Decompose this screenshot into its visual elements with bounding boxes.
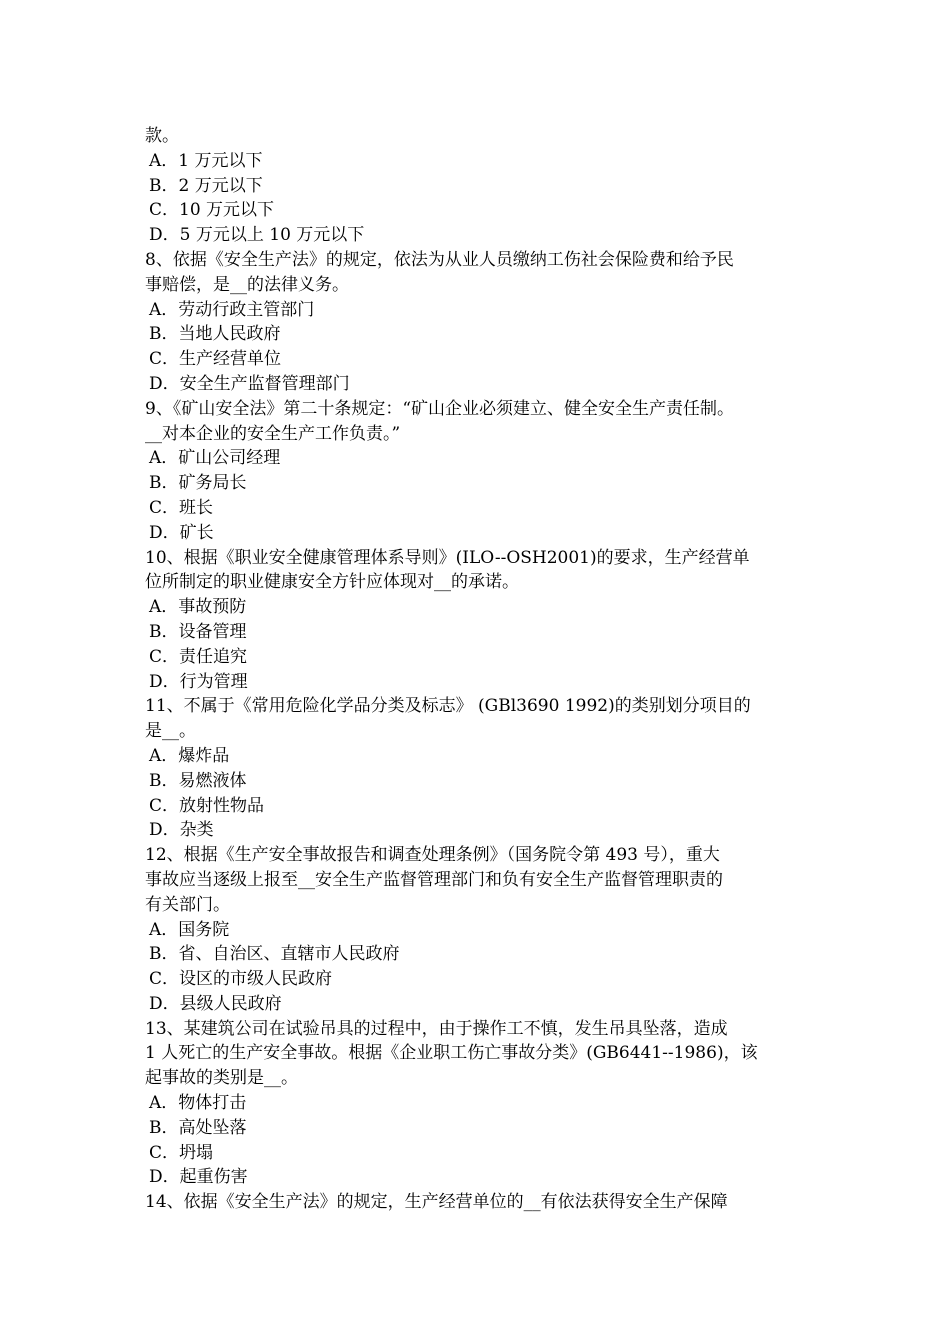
question-text-line: 13、某建筑公司在试验吊具的过程中，由于操作工不慎，发生吊具坠落，造成 bbox=[145, 1018, 728, 1039]
answer-option: C．坍塌 bbox=[149, 1142, 214, 1163]
question-text-line: 位所制定的职业健康安全方针应体现对__的承诺。 bbox=[145, 572, 519, 593]
question-text-line: 9、《矿山安全法》第二十条规定：“矿山企业必须建立、健全安全生产责任制。 bbox=[145, 398, 735, 419]
answer-option: D．5 万元以上 10 万元以下 bbox=[149, 225, 365, 246]
answer-option: D．行为管理 bbox=[149, 671, 248, 692]
answer-option: B．易燃液体 bbox=[149, 770, 247, 791]
question-text-line: 10、根据《职业安全健康管理体系导则》(ILO--OSH2001)的要求，生产经营单 bbox=[145, 547, 750, 568]
question-text-line: 事故应当逐级上报至__安全生产监督管理部门和负有安全生产监督管理职责的 bbox=[145, 869, 723, 890]
answer-option: B．设备管理 bbox=[149, 621, 247, 642]
answer-option: A．事故预防 bbox=[149, 597, 247, 618]
answer-option: C．责任追究 bbox=[149, 646, 248, 667]
answer-option: D．矿长 bbox=[149, 522, 214, 543]
answer-option: A．1 万元以下 bbox=[149, 150, 263, 171]
answer-option: A．矿山公司经理 bbox=[149, 448, 281, 469]
answer-option: B．当地人民政府 bbox=[149, 324, 281, 345]
question-text-line: 款。 bbox=[145, 126, 179, 146]
document-body bbox=[145, 124, 825, 1215]
question-text-line: 有关部门。 bbox=[145, 894, 230, 915]
answer-option: A．物体打击 bbox=[149, 1093, 247, 1114]
answer-option: D．杂类 bbox=[149, 820, 214, 841]
question-text-line: 8、依据《安全生产法》的规定，依法为从业人员缴纳工伤社会保险费和给予民 bbox=[145, 249, 734, 270]
question-text-line: 事赔偿，是__的法律义务。 bbox=[145, 274, 349, 295]
answer-option: B．2 万元以下 bbox=[149, 175, 263, 196]
question-text-line: 1 人死亡的生产安全事故。根据《企业职工伤亡事故分类》(GB6441--1986)，该 bbox=[145, 1043, 758, 1064]
answer-option: D．起重伤害 bbox=[149, 1167, 248, 1188]
answer-option: D．县级人民政府 bbox=[149, 993, 282, 1014]
answer-option: C．10 万元以下 bbox=[149, 200, 275, 221]
answer-option: A．国务院 bbox=[149, 919, 230, 940]
question-text-line: 12、根据《生产安全事故报告和调查处理条例》（国务院令第 493 号），重大 bbox=[145, 845, 720, 866]
answer-option: C．放射性物品 bbox=[149, 795, 265, 816]
question-text-line: 14、依据《安全生产法》的规定，生产经营单位的__有依法获得安全生产保障 bbox=[145, 1192, 728, 1213]
question-text-line: 是__。 bbox=[145, 721, 196, 742]
answer-option: A．劳动行政主管部门 bbox=[149, 299, 315, 320]
answer-option: B．矿务局长 bbox=[149, 473, 247, 494]
answer-option: A．爆炸品 bbox=[149, 745, 230, 766]
question-text-line: 11、不属于《常用危险化学品分类及标志》 (GBl3690 1992)的类别划分项目的 bbox=[145, 696, 751, 717]
answer-option: D．安全生产监督管理部门 bbox=[149, 373, 350, 394]
question-text-line: 起事故的类别是__。 bbox=[145, 1068, 298, 1089]
answer-option: B．省、自治区、直辖市人民政府 bbox=[149, 944, 400, 965]
answer-option: B．高处坠落 bbox=[149, 1117, 247, 1138]
answer-option: C．设区的市级人民政府 bbox=[149, 969, 333, 990]
answer-option: C．生产经营单位 bbox=[149, 349, 282, 370]
question-text-line: __对本企业的安全生产工作负责。” bbox=[145, 423, 401, 444]
answer-option: C．班长 bbox=[149, 497, 214, 518]
